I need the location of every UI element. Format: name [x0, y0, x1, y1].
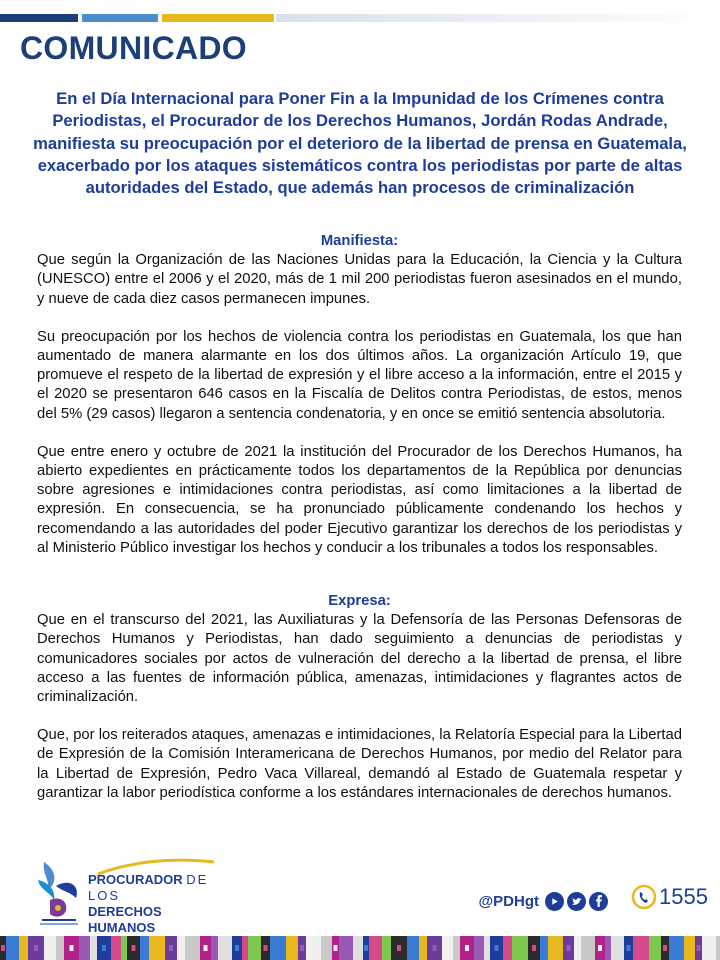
- paragraph: Que, por los reiterados ataques, amenazas e intimidaciones, la Relatoría Especial para la Libertad de Expresión de la Comisión Interamericana de Derechos Humanos, por medio del Relator para la Libertad de Expresión, Pedro Vaca Villareal, demandó al Estado de Guatemala respetar y garantizar la labor periodística conforme a los estándares internacionales de derechos humanos.: [37, 727, 682, 801]
- paragraph: Su preocupación por los hechos de violencia contra los periodistas en Guatemala, los que han aumentado de manera alarmante en los dos últimos años. La organización Artículo 19, que promueve el respeto de la libertad de expresión y el libre acceso a la información, entre el 2015 y el 2020 se presentaron 646 casos en la Fiscalía de Delitos contra Periodistas, de estos, menos del 5% (29 casos) llegaron a sentencia condenatoria, y en once se emitió sentencia absolutoria.: [37, 328, 682, 422]
- hotline-number[interactable]: 1555: [659, 884, 708, 909]
- section-manifiesta: [37, 232, 682, 577]
- textile-stripe: [149, 936, 165, 960]
- paragraph: Que según la Organización de las Naciones Unidas para la Educación, la Ciencia y la Cultura (UNESCO) entre el 2006 y el 2020, más de 1 mil 200 periodistas fueron asesinados en el mundo, y nueve de cada diez casos permanecen impunes.: [37, 252, 682, 307]
- textile-motif: [598, 945, 602, 951]
- textile-motif: [102, 945, 106, 951]
- pdh-emblem-icon: [36, 856, 90, 928]
- textile-stripe: [540, 936, 548, 960]
- textile-stripe: [44, 936, 56, 960]
- textile-stripe: [633, 936, 649, 960]
- textile-motif: [697, 945, 701, 951]
- textile-motif: [567, 945, 571, 951]
- textile-stripe: [111, 936, 121, 960]
- logo-word: DERECHOS HUMANOS: [88, 904, 162, 935]
- lead-statement: En el Día Internacional para Poner Fin a la Impunidad de los Crímenes contra Periodistas, el Procurador de los Derechos Humanos, Jordán Rodas Andrade, manifiesta su preocupación por el deterioro de la libertad de prensa en Guatemala, exacerbado por los ataques sistemáticos contra los periodistas por parte de altas autoridades del Estado, que además han procesos de criminalización: [33, 89, 687, 198]
- textile-stripe: [716, 936, 720, 960]
- textile-stripe: [484, 936, 490, 960]
- textile-stripe: [611, 936, 624, 960]
- textile-stripe: [140, 936, 149, 960]
- textile-stripe: [419, 936, 427, 960]
- textile-stripe: [321, 936, 332, 960]
- textile-stripe: [286, 936, 298, 960]
- textile-motif: [532, 945, 536, 951]
- textile-motif: [397, 945, 401, 951]
- textile-motif: [495, 945, 499, 951]
- textile-stripe: [306, 936, 321, 960]
- facebook-icon[interactable]: [589, 892, 608, 911]
- textile-stripe: [548, 936, 563, 960]
- textile-stripe: [270, 936, 286, 960]
- textile-motif: [132, 945, 136, 951]
- textile-stripe: [605, 936, 611, 960]
- textile-stripe: [369, 936, 382, 960]
- textile-motif: [465, 945, 469, 951]
- paragraph: Que en el transcurso del 2021, las Auxiliaturas y la Defensoría de las Personas Defensoras de Derechos Humanos y Periodistas, han dado seguimiento a denuncias de periodistas y comunicadores sociales por actos de vulneración del derecho a la libertad de prensa, el libre acceso a las fuentes de información pública, amenazas, intimidaciones y flagrantes actos de criminalización.: [37, 612, 682, 706]
- section-heading: Manifiesta:: [320, 233, 399, 249]
- section-expresa: [37, 592, 682, 822]
- phone-icon: [631, 884, 657, 910]
- textile-motif: [264, 945, 268, 951]
- textile-stripe: [353, 936, 363, 960]
- textile-stripe: [56, 936, 64, 960]
- textile-motif: [364, 945, 368, 951]
- textile-stripe: [581, 936, 595, 960]
- textile-stripe: [442, 936, 453, 960]
- textile-stripe: [218, 936, 232, 960]
- textile-band: [0, 936, 720, 960]
- textile-stripe: [512, 936, 528, 960]
- top-color-bars: [0, 14, 720, 22]
- social-handle[interactable]: @PDHgt: [478, 892, 539, 910]
- twitter-icon[interactable]: [567, 892, 586, 911]
- youtube-icon[interactable]: [545, 892, 564, 911]
- hotline: [631, 884, 708, 910]
- textile-motif: [204, 945, 208, 951]
- textile-stripe: [248, 936, 261, 960]
- textile-stripe: [177, 936, 185, 960]
- textile-stripe: [90, 936, 97, 960]
- textile-stripe: [185, 936, 200, 960]
- textile-stripe: [382, 936, 391, 960]
- textile-stripe: [702, 936, 716, 960]
- textile-motif: [334, 945, 338, 951]
- textile-stripe: [453, 936, 460, 960]
- page-title: COMUNICADO: [20, 30, 247, 66]
- textile-stripe: [474, 936, 484, 960]
- pdh-logo: [36, 856, 216, 935]
- logo-word: DE LOS: [88, 872, 209, 903]
- textile-motif: [300, 945, 304, 951]
- textile-stripe: [19, 936, 28, 960]
- textile-motif: [627, 945, 631, 951]
- social-links: [479, 890, 608, 912]
- paragraph: Que entre enero y octubre de 2021 la institución del Procurador de los Derechos Humanos, ha abierto expedientes en prácticamente todos los departamentos de la República por denuncias sobre agresiones e intimidaciones contra periodistas, así como limitaciones a la libertad de expresión. En consecuencia, se ha pronunciado públicamente condenando los hechos y recomendando a las autoridades del poder Ejecutivo garantizar los derechos de los periodistas y al Ministerio Público investigar los hechos y conducir a los tribunales a todos los responsables.: [37, 443, 682, 556]
- textile-stripe: [503, 936, 512, 960]
- textile-stripe: [407, 936, 419, 960]
- textile-motif: [169, 945, 173, 951]
- textile-motif: [235, 945, 239, 951]
- textile-motif: [1, 945, 5, 951]
- logo-wordmark: [88, 872, 216, 936]
- textile-stripe: [649, 936, 661, 960]
- textile-motif: [663, 945, 667, 951]
- textile-motif: [433, 945, 437, 951]
- textile-motif: [70, 945, 74, 951]
- textile-stripe: [242, 936, 248, 960]
- textile-stripe: [121, 936, 127, 960]
- section-heading: Expresa:: [328, 593, 391, 609]
- textile-stripe: [669, 936, 684, 960]
- textile-stripe: [6, 936, 19, 960]
- textile-motif: [34, 945, 38, 951]
- textile-stripe: [211, 936, 218, 960]
- textile-stripe: [79, 936, 90, 960]
- logo-word: PROCURADOR: [88, 872, 183, 887]
- textile-stripe: [339, 936, 353, 960]
- textile-stripe: [574, 936, 581, 960]
- textile-stripe: [684, 936, 695, 960]
